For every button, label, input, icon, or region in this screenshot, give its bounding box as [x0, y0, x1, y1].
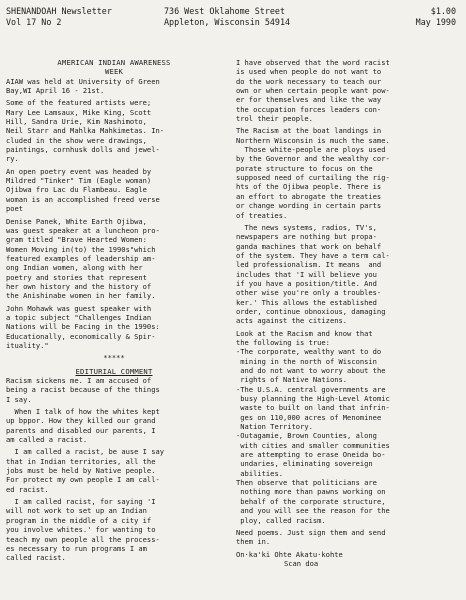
left-column: [6, 58, 222, 566]
artists-paragraph: Some of the featured artists were; Mary Lee Lamsaux, Mike King, Scott Hill, Sandra Urie, Kim Nashimoto, Neil Starr and Mahlka Mahkimetas. In- cluded in the show were drawings, paintings, cornhusk dolls and jewel- ry.: [6, 98, 165, 164]
right-column: [236, 58, 458, 568]
header-address: [164, 6, 290, 28]
editorial-paragraph-2: When I talk of how the whites kept up bppor. How they killed our grand parents and disabled our parents, I am called a racist.: [6, 407, 160, 445]
awareness-week-title: [6, 58, 222, 77]
luncheon-speaker-paragraph: Denise Panek, White Earth Ojibwa, was guest speaker at a luncheon pro- gram titled "Brave Hearted Women: Women Moving in(to) the 1990s"which featured examples of leadership am- ong Indian women, along with her poetry and stories that represent her own history and the history of the Anishinabe women in her family.: [6, 216, 160, 301]
boat-landings-paragraph: The Racism at the boat landings in Northern Wisconsin is much the same. Those white-people are ploys used by the Governor and the wealthy cor- porate structure to focus on the supposed need of curtailing the rig- hts of the Ojibwa people. There is an effort to abrogate the treaties or change wording in certain parts of treaties.: [236, 126, 390, 220]
city-state-zip: Appleton, Wisconsin 54914: [164, 17, 291, 27]
title-line-1: AMERICAN INDIAN AWARENESS: [57, 58, 171, 67]
poetry-event-paragraph: An open poetry event was headed by Mildred "Tinker" Tim (Eagle woman) Ojibwa fro Lac du Flambeau. Eagle woman is an accomplished freed verse poet: [6, 166, 160, 214]
header-right: [416, 6, 456, 28]
newsletter-name: SHENANDOAH Newsletter: [6, 6, 112, 16]
need-poems-paragraph: Need poems. Just sign them and send them in.: [236, 527, 386, 547]
racism-word-paragraph: I have observed that the word racist is used when people do not want to do the work necessary to teach our own or when certain people want pow- er for themselves and like the way the occupation forces leaders con- trol their people.: [236, 58, 390, 124]
signature-name: Scan doa: [284, 558, 319, 568]
editorial-paragraph-3: I am called a racist, be ause I say that in Indian territories, all the jobs must be held by Native people. For protect my own people I am call- ed racist.: [6, 447, 165, 494]
title-line-2: WEEK: [104, 67, 124, 77]
news-systems-paragraph: The news systems, radios, TV's, newspapers are nothing but propa- ganda machines that work on behalf of the system. They have a term cal- led professionalism. It means and includes that 'I will believe you if you have a position/title. And other wise you're only a troubles- ker.' This allows the established order, continue obnoxious, damaging acts against the citizens.: [236, 222, 390, 326]
editorial-paragraph-1: Racism sickens me. I am accused of being a racist because of the things I say.: [6, 376, 160, 404]
editorial-paragraph-4: I am called racist, for saying 'I will not work to set up an Indian program in the middle of a city if you involve whites.' for wanting to teach my own people all the process- es necessary to run programs I am called racist.: [6, 497, 160, 563]
header-left: [6, 6, 112, 28]
volume-number: Vol 17 No 2: [6, 17, 62, 27]
street-address: 736 West Oklahome Street: [164, 6, 286, 16]
event-dates-paragraph: AIAW was held at University of Green Bay,WI April 16 - 21st.: [6, 76, 160, 96]
signature-native-line: On·ka'ki Ohte Akatu·kohte: [236, 549, 343, 559]
section-divider-stars: *****: [103, 353, 125, 363]
issue-date: May 1990: [415, 17, 456, 27]
editorial-title: EDITURIAL COMMENT: [75, 366, 153, 376]
guest-speaker-paragraph: John Mohawk was guest speaker with a topic subject "Challenges Indian Nations will be Facing in the 1990s: Educationally, economically & Spir- ituality.": [6, 303, 160, 350]
look-at-racism-paragraph: Look at the Racism and know that the following is true: -The corporate, wealthy want to do mining in the north of Wisconsin and do not want to worry about the rights of Native Nations. -The U.S.A. central governments are busy planning the High-Level Atomic waste to built on land that infrin- ges on 110,000 acres of Menominee Nation Territory. -Outagamie, Brown Counties, along with cities and smaller communities are attempting to erase Oneida bo- undaries, eliminating sovereign abilities. Then observe that politicians are nothing more than pawns working on behalf of the corporate structure, and you will see the reason for the ploy, called racism.: [236, 328, 390, 525]
price: $1.00: [430, 6, 456, 16]
newsletter-header: [6, 6, 460, 46]
